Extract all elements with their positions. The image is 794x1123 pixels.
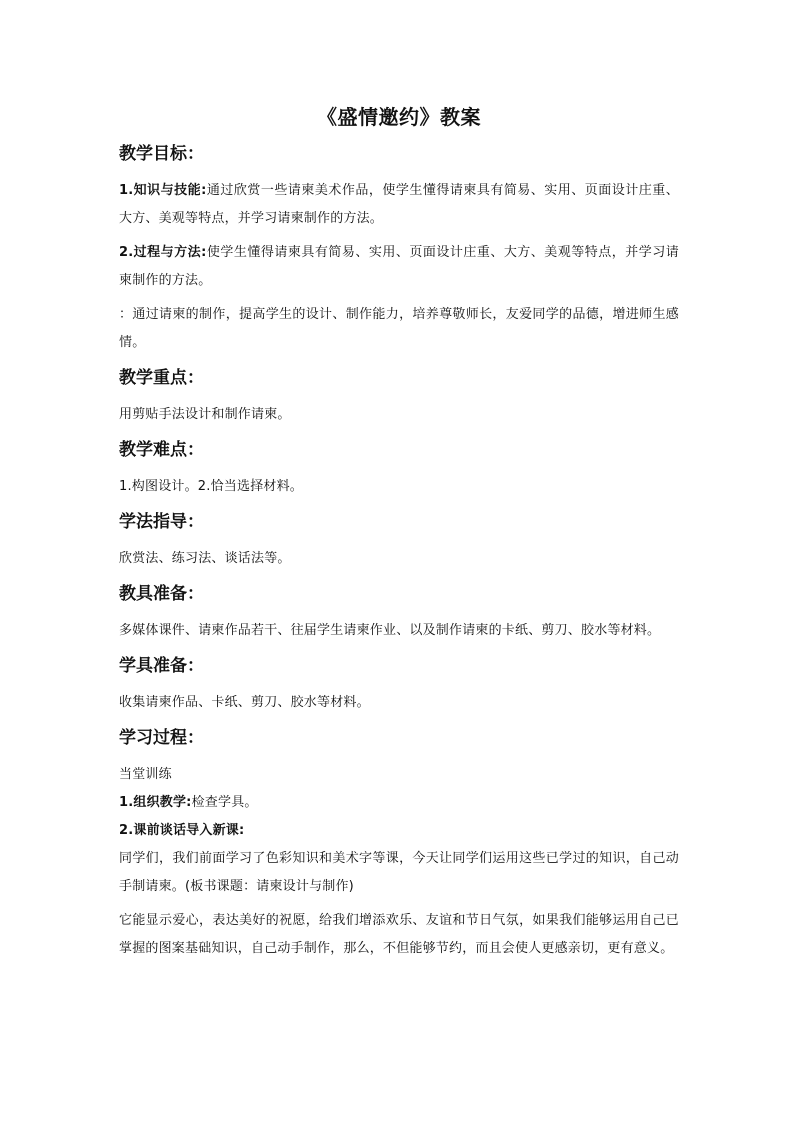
process-step-1-lead: 1.组织教学: <box>119 795 192 810</box>
section-heading-objectives: 教学目标： <box>119 144 204 164</box>
objective-knowledge-skills <box>119 177 679 233</box>
process-paragraph-1: 同学们，我们前面学习了色彩知识和美术字等课，今天让同学们运用这些已学过的知识，自己动手制请柬。(板书课题：请柬设计与制作) <box>119 851 679 894</box>
document-title: 《盛情邀约》教案 <box>317 105 481 129</box>
process-step-2-lead: 2.课前谈话导入新课: <box>119 823 245 838</box>
section-heading-teaching-aids: 教具准备： <box>119 584 204 604</box>
objective-process-method <box>119 239 679 295</box>
section-heading-study-method: 学法指导： <box>119 512 204 532</box>
process-step-2 <box>119 817 679 845</box>
objective-knowledge-skills-text: 通过欣赏一些请柬美术作品，使学生懂得请柬具有简易、实用、页面设计庄重、大方、美观等特点，并学习请柬制作的方法。 <box>119 183 679 226</box>
section-heading-learning-aids: 学具准备： <box>119 656 204 676</box>
section-heading-key-points: 教学重点： <box>119 368 204 388</box>
section-heading-process: 学习过程： <box>119 728 204 748</box>
objective-process-method-lead: 2.过程与方法: <box>119 245 207 260</box>
process-paragraph-2: 它能显示爱心，表达美好的祝愿，给我们增添欢乐、友谊和节日气氛，如果我们能够运用自己已掌握的图案基础知识，自己动手制作，那么，不但能够节约，而且会使人更感亲切，更有意义。 <box>119 913 679 956</box>
objective-emotion: ：通过请柬的制作，提高学生的设计、制作能力，培养尊敬师长，友爱同学的品德，增进师生感情。 <box>119 307 679 350</box>
process-step-1-text: 检查学具。 <box>191 795 258 810</box>
learning-aids-text: 收集请柬作品、卡纸、剪刀、胶水等材料。 <box>119 695 370 710</box>
key-points-text: 用剪贴手法设计和制作请柬。 <box>119 407 291 422</box>
objective-knowledge-skills-lead: 1.知识与技能: <box>119 183 207 198</box>
section-heading-difficulties: 教学难点： <box>119 440 204 460</box>
difficulties-text: 1.构图设计。2.恰当选择材料。 <box>119 479 304 494</box>
document-body <box>119 101 679 969</box>
process-step-1 <box>119 789 679 817</box>
process-intro: 当堂训练 <box>119 767 172 782</box>
study-method-text: 欣赏法、练习法、谈话法等。 <box>119 551 291 566</box>
teaching-aids-text: 多媒体课件、请柬作品若干、往届学生请柬作业、以及制作请柬的卡纸、剪刀、胶水等材料。 <box>119 623 661 638</box>
objective-process-method-text: 使学生懂得请柬具有简易、实用、页面设计庄重、大方、美观等特点，并学习请柬制作的方法。 <box>119 245 679 288</box>
